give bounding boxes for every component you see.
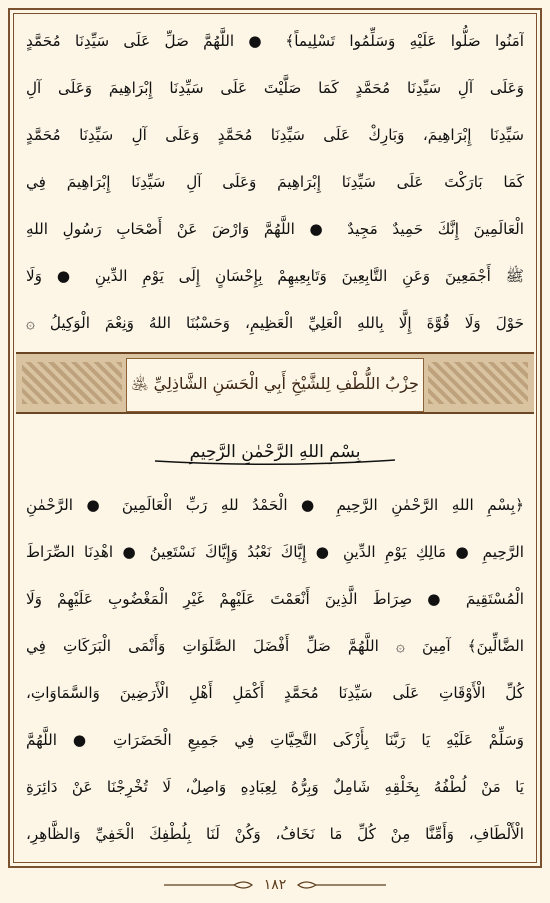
text-line: ﷺ أَجْمَعِينَ وَعَنِ التَّابِعِينَ وَتَابِعِيهِمْ بِإِحْسَانٍ إِلَى يَوْمِ الدِّينِ ● وَلَا <box>26 267 524 285</box>
footer-flourish-right-icon <box>296 879 386 891</box>
text-line: كُلِّ الْأَوْقَاتِ عَلَى سَيِّدِنَا مُحَمَّدٍ أَكْمَلِ أَهْلِ الْأَرَضِينَ وَالسَّمَاوَاتِ، <box>26 684 524 702</box>
text-line: كَمَا بَارَكْتَ عَلَى سَيِّدِنَا إِبْرَاهِيمَ وَعَلَى آلِ سَيِّدِنَا إِبْرَاهِيمَ فِي <box>26 173 524 191</box>
text-line: ﴿بِسْمِ اللهِ الرَّحْمٰنِ الرَّحِيمِ ● الْحَمْدُ للهِ رَبِّ الْعَالَمِينَ ● الرَّحْمٰنِ <box>26 496 524 514</box>
page-footer <box>0 872 550 898</box>
footer-flourish-left-icon <box>164 879 254 891</box>
lower-text-block <box>26 482 524 858</box>
section-title: حِزْبُ اللُّطْفِ لِلشَّيْخِ أَبِي الْحَسَنِ الشَّاذِلِيِّ ﵁ <box>126 358 424 412</box>
text-line: الْأَلْطَافِ، وَأَمِّنَّا مِنْ كُلِّ مَا نَخَافُ، وَكُنْ لَنَا بِلُطْفِكَ الْخَفِيِّ وَالظَّاهِرِ، <box>26 825 524 843</box>
text-line: الْمُسْتَقِيمَ ● صِرَاطَ الَّذِينَ أَنْعَمْتَ عَلَيْهِمْ غَيْرِ الْمَغْضُوبِ عَلَيْهِمْ وَلَا <box>26 590 524 608</box>
text-line: الْعَالَمِينَ إِنَّكَ حَمِيدٌ مَجِيدٌ ● اللَّهُمَّ وَارْضَ عَنْ أَصْحَابِ رَسُولِ اللهِ <box>26 220 524 238</box>
text-line: الرَّحِيمِ ● مَالِكِ يَوْمِ الدِّينِ ● إِيَّاكَ نَعْبُدُ وَإِيَّاكَ نَسْتَعِينُ ● اهْدِنَا الصِّرَاطَ <box>26 543 524 561</box>
title-ornamental-band <box>16 352 534 414</box>
text-line: سَيِّدِنَا إِبْرَاهِيمَ، وَبَارِكْ عَلَى سَيِّدِنَا مُحَمَّدٍ وَعَلَى آلِ سَيِّدِنَا مُحَمَّدٍ <box>26 126 524 144</box>
basmala-calligraphy <box>150 430 400 474</box>
text-line: وَعَلَى آلِ سَيِّدِنَا مُحَمَّدٍ كَمَا صَلَّيْتَ عَلَى سَيِّدِنَا إِبْرَاهِيمَ وَعَلَى آلِ <box>26 79 524 97</box>
upper-text-block <box>26 18 524 347</box>
text-line: آمَنُوا صَلُّوا عَلَيْهِ وَسَلِّمُوا تَسْلِيماً﴾ ● اللَّهُمَّ صَلِّ عَلَى سَيِّدِنَا مُحَمَّدٍ <box>26 32 524 50</box>
basmala-underline-flourish <box>150 456 400 466</box>
text-line: يَا مَنْ لُطْفُهُ بِخَلْقِهِ شَامِلٌ وَبِرُّهُ لِعِبَادِهِ وَاصِلٌ، لَا تُخْرِجْنَا عَنْ دَائِرَةِ <box>26 778 524 796</box>
page-number: ١٨٢ <box>263 877 287 893</box>
text-line: حَوْلَ وَلَا قُوَّةَ إِلَّا بِاللهِ الْعَلِيِّ الْعَظِيمِ، وَحَسْبُنَا اللهُ وَنِعْمَ الْوَكِيلُ ۞ <box>26 314 524 332</box>
text-line: الضَّالِّينَ﴾ آمِينَ ۞ اللَّهُمَّ صَلِّ أَفْضَلَ الصَّلَوَاتِ وَأَنْمَى الْبَرَكَاتِ فِي <box>26 637 524 655</box>
text-line: وَسَلِّمْ عَلَيْهِ يَا رَبَّنَا بِأَزْكَى التَّحِيَّاتِ فِي جَمِيعِ الْحَضَرَاتِ ● اللَّهُمَّ <box>26 731 524 749</box>
basmala-text: بِسْمِ اللهِ الرَّحْمٰنِ الرَّحِيمِ <box>189 442 361 462</box>
